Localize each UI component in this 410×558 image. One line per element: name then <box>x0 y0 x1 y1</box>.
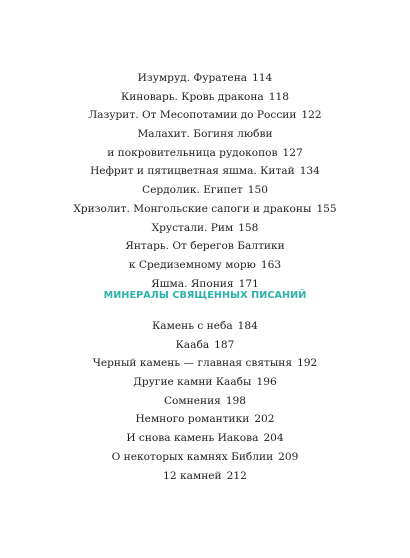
toc-entry-title: Яшма. Япония <box>151 277 234 290</box>
toc-entry-page: 163 <box>260 258 282 271</box>
toc-entry <box>0 237 410 256</box>
toc-entry <box>0 106 410 125</box>
toc-entry-title: Малахит. Богиня любви <box>137 128 273 141</box>
toc-entry-page: 158 <box>238 221 259 234</box>
toc-entry-title: Хризолит. Монгольские сапоги и драконы <box>73 202 312 215</box>
toc-entry-title: Изумруд. Фуратена <box>137 72 248 84</box>
toc-entry <box>0 181 410 200</box>
toc-entry-title: Кааба <box>175 338 210 351</box>
toc-entry <box>0 392 410 411</box>
toc-entry <box>0 219 410 238</box>
toc-entry-page: 212 <box>226 469 247 482</box>
toc-entry-page: 122 <box>301 109 322 122</box>
toc-block-sacred-minerals <box>0 317 410 485</box>
toc-block-gemstones <box>0 69 410 293</box>
toc-entry-title: к Средиземному морю <box>128 258 256 271</box>
toc-entry-page: 171 <box>238 277 259 290</box>
toc-entry-page: 209 <box>278 450 299 463</box>
toc-entry <box>0 200 410 219</box>
toc-entry-title: Черный камень — главная святыня <box>92 357 293 370</box>
toc-entry <box>0 467 410 486</box>
toc-entry-page: 192 <box>297 357 318 370</box>
toc-entry-page: 204 <box>263 432 284 445</box>
toc-entry-page: 150 <box>247 184 268 197</box>
toc-entry <box>0 317 410 336</box>
toc-entry-title: Лазурит. От Месопотамии до России <box>88 109 297 122</box>
toc-entry <box>0 429 410 448</box>
toc-entry-page: 196 <box>256 376 277 389</box>
toc-entry-page: 184 <box>237 320 258 332</box>
toc-entry-title: Камень с неба <box>152 320 233 332</box>
section-heading: МИНЕРАЛЫ СВЯЩЕННЫХ ПИСАНИЙ <box>103 290 307 301</box>
toc-entry-title: Киноварь. Кровь дракона <box>121 90 264 103</box>
toc-entry <box>0 144 410 163</box>
toc-entry-page: 155 <box>316 202 337 215</box>
toc-entry-title: и покровительница рудокопов <box>107 146 278 159</box>
toc-entry-page: 202 <box>254 413 275 426</box>
toc-entry-title: О некоторых камнях Библии <box>111 450 274 463</box>
toc-entry-title: Хрустали. Рим <box>151 221 234 234</box>
toc-entry-title: Сомнения <box>163 394 221 407</box>
toc-entry-title: Сердолик. Египет <box>142 184 243 197</box>
toc-entry <box>0 354 410 373</box>
toc-entry-page: 187 <box>214 338 235 351</box>
toc-entry <box>0 410 410 429</box>
toc-entry <box>0 256 410 275</box>
toc-entry <box>0 373 410 392</box>
toc-entry-page: 134 <box>299 165 320 178</box>
toc-entry-title: Янтарь. От берегов Балтики <box>125 240 285 253</box>
toc-entry <box>0 448 410 467</box>
toc-entry-page: 118 <box>268 90 289 103</box>
toc-entry-title: Нефрит и пятицветная яшма. Китай <box>90 165 295 178</box>
toc-entry <box>0 336 410 355</box>
toc-entry-title: И снова камень Иакова <box>126 432 259 445</box>
toc-entry-page: 198 <box>225 394 247 407</box>
toc-entry-page: 114 <box>252 72 273 84</box>
toc-entry-title: 12 камней <box>163 469 222 482</box>
toc-entry <box>0 69 410 88</box>
toc-entry <box>0 162 410 181</box>
toc-entry-page: 127 <box>282 146 303 159</box>
toc-entry-title: Другие камни Каабы <box>133 376 252 389</box>
toc-entry <box>0 125 410 144</box>
toc-entry <box>0 88 410 107</box>
toc-entry-title: Немного романтики <box>135 413 250 426</box>
